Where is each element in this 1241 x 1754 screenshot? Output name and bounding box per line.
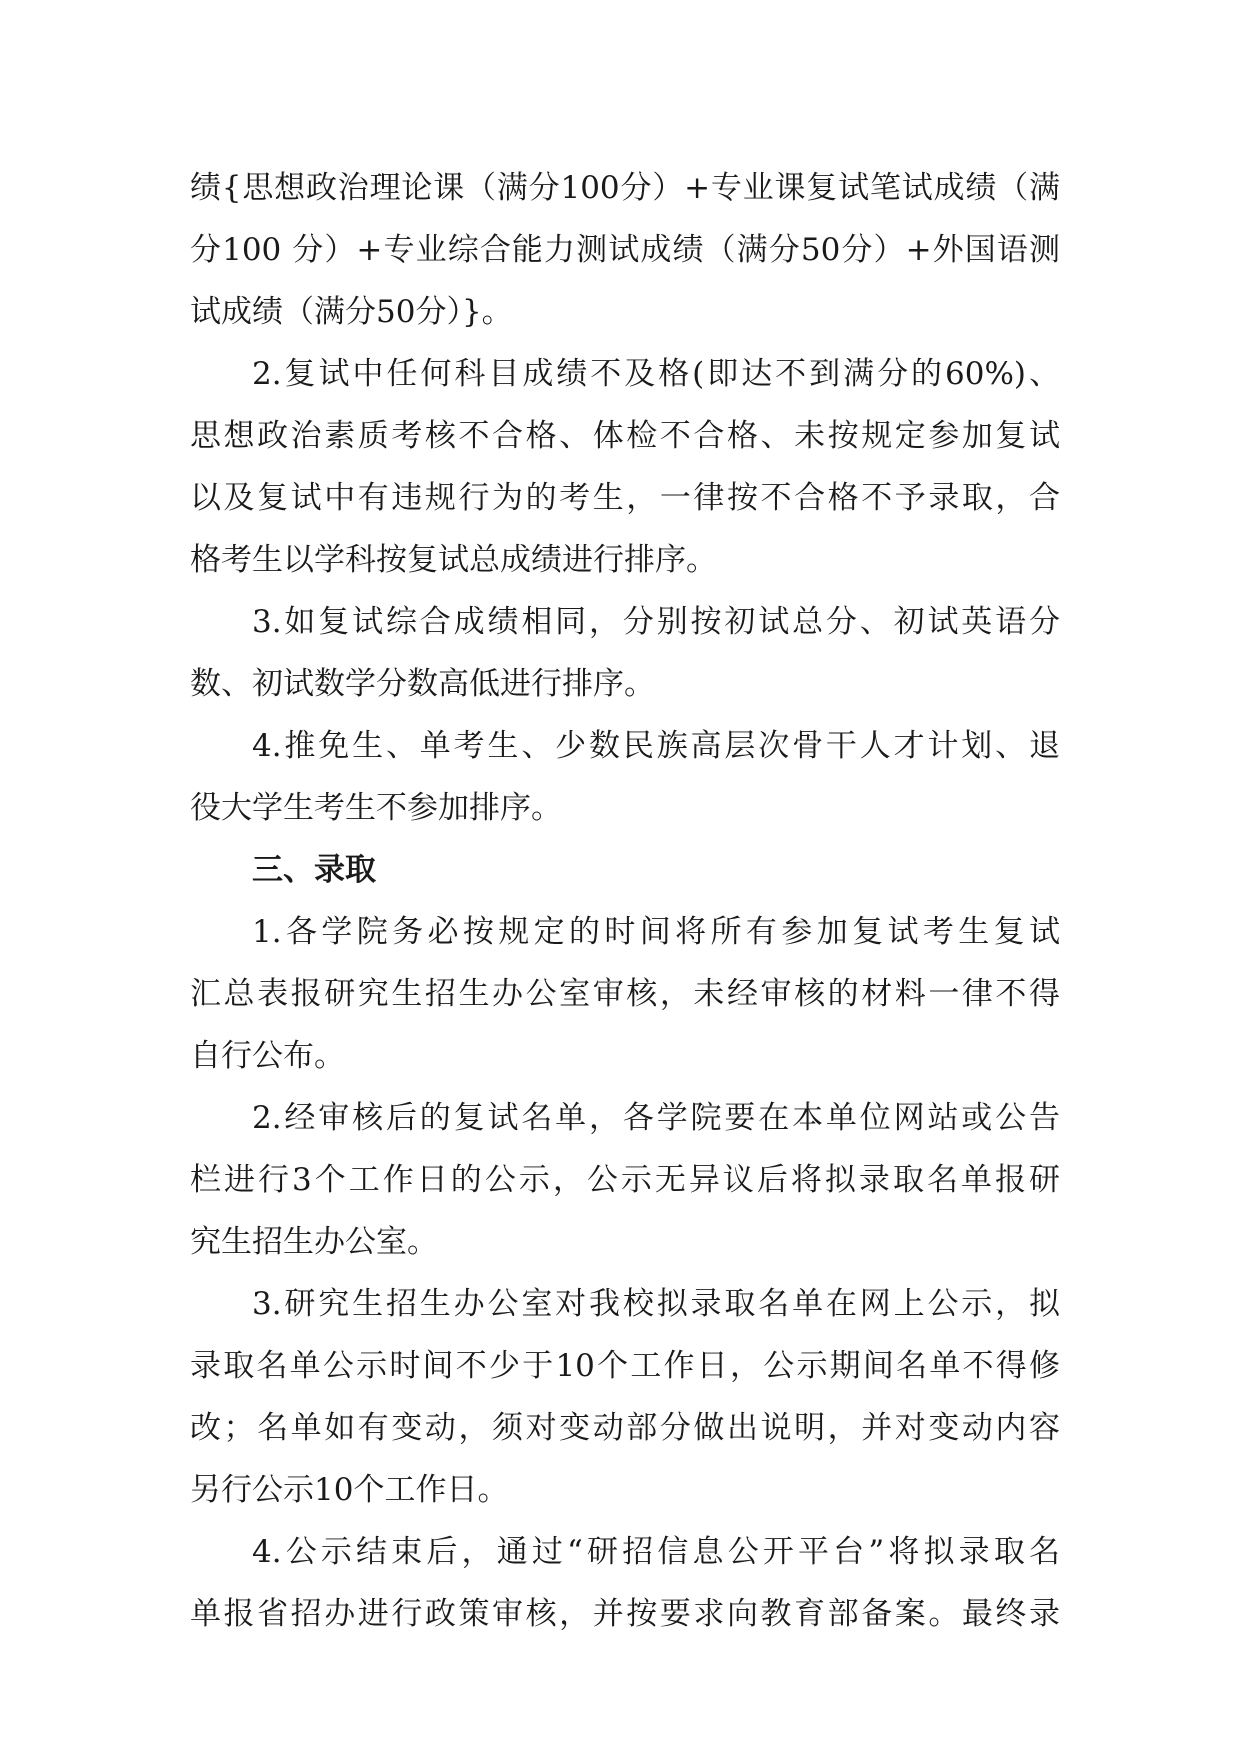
document-body [190, 157, 1060, 1645]
text-line: 试成绩（满分50分）}。 [190, 294, 513, 330]
text-line: 改；名单如有变动，须对变动部分做出说明，并对变动内容 [190, 1410, 1060, 1446]
text-line: 自行公布。 [190, 1038, 345, 1074]
text-line: 数、初试数学分数高低进行排序。 [190, 666, 655, 702]
text-line: 役大学生考生不参加排序。 [190, 790, 562, 826]
text-line: 以及复试中有违规行为的考生，一律按不合格不予录取，合 [190, 480, 1060, 516]
text-line: 1.各学院务必按规定的时间将所有参加复试考生复试 [252, 914, 1060, 950]
text-line: 录取名单公示时间不少于10个工作日，公示期间名单不得修 [190, 1348, 1060, 1384]
text-line: 绩{思想政治理论课（满分100分）+专业课复试笔试成绩（满 [190, 170, 1060, 206]
section-heading: 三、录取 [252, 852, 376, 888]
text-line: 另行公示10个工作日。 [190, 1472, 509, 1508]
text-line: 4.推免生、单考生、少数民族高层次骨干人才计划、退 [252, 728, 1060, 764]
text-line: 格考生以学科按复试总成绩进行排序。 [190, 542, 717, 578]
text-line: 分100 分）+专业综合能力测试成绩（满分50分）+外国语测 [190, 232, 1060, 268]
text-line: 思想政治素质考核不合格、体检不合格、未按规定参加复试 [190, 418, 1060, 454]
text-line: 汇总表报研究生招生办公室审核，未经审核的材料一律不得 [190, 976, 1060, 1012]
text-line: 单报省招办进行政策审核，并按要求向教育部备案。最终录 [190, 1596, 1060, 1632]
text-line: 2.经审核后的复试名单，各学院要在本单位网站或公告 [252, 1100, 1060, 1136]
text-line: 2.复试中任何科目成绩不及格(即达不到满分的60%)、 [252, 356, 1060, 392]
text-line: 究生招生办公室。 [190, 1224, 438, 1260]
text-line: 3.研究生招生办公室对我校拟录取名单在网上公示，拟 [252, 1286, 1060, 1322]
text-line: 栏进行3个工作日的公示，公示无异议后将拟录取名单报研 [190, 1162, 1060, 1198]
text-line: 3.如复试综合成绩相同，分别按初试总分、初试英语分 [252, 604, 1060, 640]
text-line: 4.公示结束后，通过“研招信息公开平台”将拟录取名 [252, 1534, 1060, 1570]
